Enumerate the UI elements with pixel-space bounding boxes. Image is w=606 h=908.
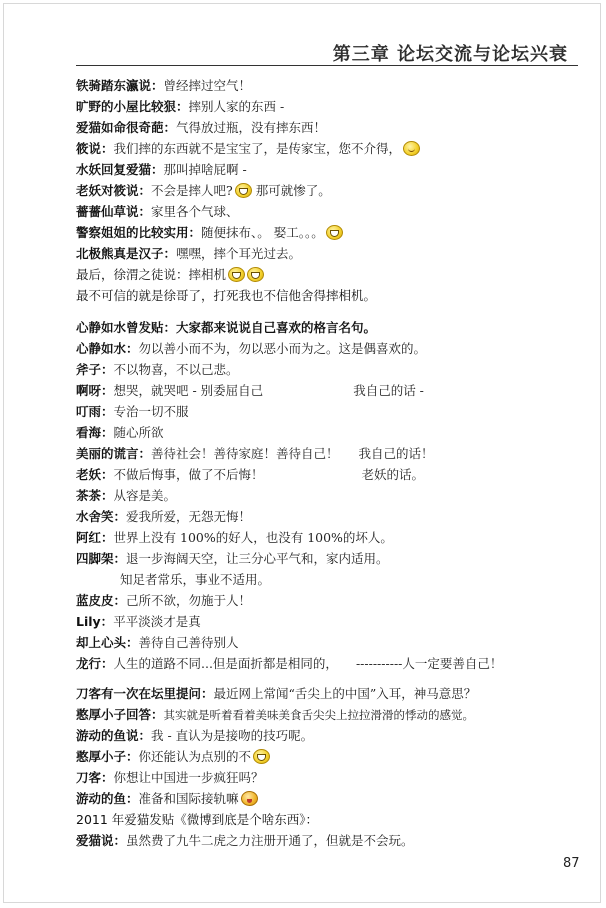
- speaker: 旷野的小屋比较狠：: [76, 99, 189, 114]
- post-text: 我自己的话 -: [353, 383, 424, 398]
- post-line: [76, 265, 264, 285]
- post-line: [76, 181, 331, 201]
- post-text: 你想让中国进一步疯狂吗？: [113, 770, 264, 785]
- speaker: 老妖：: [76, 467, 114, 482]
- speaker: 水舍笑：: [76, 509, 127, 524]
- post-line: [76, 160, 247, 180]
- speaker: 啊呀：: [76, 383, 114, 398]
- post-text: 专治一切不服: [113, 404, 189, 419]
- grin-smiley-icon: [235, 183, 252, 198]
- post-text: 不做后悔事，做了不后悔！: [113, 467, 264, 482]
- post-line: [76, 444, 434, 464]
- post-line: [76, 654, 502, 674]
- post-text: -----------人一定要善自己！: [355, 656, 503, 671]
- speaker: 最后，徐渭之徒说：: [76, 267, 189, 282]
- speaker: 四脚架：: [76, 551, 127, 566]
- speaker: 北极熊真是汉子：: [76, 246, 177, 261]
- speaker: 薔薔仙草说：: [76, 204, 152, 219]
- laugh-smiley-icon: [241, 791, 258, 806]
- grin-smiley-icon: [253, 749, 270, 764]
- post-line: [76, 118, 326, 138]
- thread-topic: 大家都来说说自己喜欢的格言名句。: [176, 320, 377, 335]
- speaker: 刀客有一次在坛里提问：: [76, 686, 214, 701]
- speaker: 警察姐姐的比较实用：: [76, 225, 202, 240]
- post-line: [76, 705, 474, 725]
- post-text: 平平淡淡才是真: [113, 614, 201, 629]
- post-text: 人生的道路不同...但是面折都是相同的，: [113, 656, 338, 671]
- speaker: 筱说：: [76, 141, 114, 156]
- speaker: 茶茶：: [76, 488, 114, 503]
- speaker: 游动的鱼：: [76, 791, 139, 806]
- speaker: 蓝皮皮：: [76, 593, 127, 608]
- header-rule: [76, 65, 578, 66]
- post-text: 家里各个气球、: [151, 204, 239, 219]
- post-line: [76, 402, 189, 422]
- speaker: 老妖对筱说：: [76, 183, 152, 198]
- page-number: 87: [563, 856, 580, 871]
- post-line: [76, 549, 389, 569]
- post-text: 知足者常乐，事业不适用。: [120, 572, 271, 587]
- post-line: [76, 202, 239, 222]
- speaker: 憨厚小子：: [76, 749, 139, 764]
- post-text: 我自己的话！: [358, 446, 434, 461]
- post-text: 虽然费了九牛二虎之力注册开通了，但就是不会玩。: [126, 833, 414, 848]
- speaker: 龙行：: [76, 656, 114, 671]
- speaker: 爱猫如命很奇葩：: [76, 120, 177, 135]
- post-line: [76, 528, 393, 548]
- post-text: 不会是摔人吧?: [151, 183, 233, 198]
- post-text: 世界上没有 100%的好人，也没有 100%的坏人。: [113, 530, 393, 545]
- speaker: 憨厚小子回答：: [76, 707, 164, 722]
- post-text: 最近网上常闻“舌尖上的中国”入耳，神马意思？: [213, 686, 477, 701]
- speaker: 却上心头：: [76, 635, 139, 650]
- post-text: 其实就是听着看着美味美食舌尖尖上拉拉滑滑的悸动的感觉。: [163, 708, 475, 722]
- speaker: 游动的鱼说：: [76, 728, 152, 743]
- post-text: 勿以善小而不为，勿以恶小而为之。这是偶喜欢的。: [138, 341, 427, 356]
- post-text: 嘿嘿，摔个耳光过去。: [176, 246, 302, 261]
- speaker: 铁骑踏东瀛说：: [76, 78, 164, 93]
- narration-text: 最不可信的就是徐哥了，打死我也不信他舍得摔相机。: [76, 288, 377, 303]
- wink-smiley-icon: [403, 141, 420, 156]
- post-text: 摔相机: [188, 267, 227, 282]
- speaker: 看海：: [76, 425, 114, 440]
- speaker: 阿红：: [76, 530, 114, 545]
- post-text: 你还能认为点别的不: [138, 749, 252, 764]
- post-text: 我们摔的东西就不是宝宝了，是传家宝，您不介得，: [113, 141, 402, 156]
- post-line: [76, 139, 420, 159]
- post-line: [76, 633, 239, 653]
- post-line: [76, 339, 426, 359]
- post-line: [76, 831, 414, 851]
- post-line: [76, 465, 424, 485]
- post-line: [76, 789, 258, 809]
- post-line: [76, 768, 264, 788]
- post-text: 善待社会！善待家庭！善待自己！: [151, 446, 339, 461]
- thread-intro: [76, 810, 318, 830]
- post-text: 曾经摔过空气！: [163, 78, 252, 93]
- speaker: 水妖回复爱猫：: [76, 162, 164, 177]
- post-text: 退一步海阔天空，让三分心平气和，家内适用。: [126, 551, 389, 566]
- post-text: 想哭，就哭吧 - 别委屈自己: [113, 383, 264, 398]
- post-line: [76, 223, 343, 243]
- post-line: [76, 381, 424, 401]
- post-line: [76, 76, 251, 96]
- post-text: 己所不欲，勿施于人！: [126, 593, 252, 608]
- post-line: [76, 507, 251, 527]
- post-line: [76, 360, 239, 380]
- post-text: 摔别人家的东西 -: [188, 99, 285, 114]
- speaker: 心静如水曾发贴：: [76, 320, 177, 335]
- post-line: [76, 97, 284, 117]
- post-text: 老妖的话。: [361, 467, 425, 482]
- post-text: 气得放过瓶，没有摔东西！: [176, 120, 327, 135]
- post-line: [76, 726, 313, 746]
- speaker: 叮雨：: [76, 404, 114, 419]
- post-text: 善待自己善待别人: [138, 635, 239, 650]
- post-text: 随便抹布、。 娶工。。。: [201, 225, 324, 240]
- speaker: 刀客：: [76, 770, 114, 785]
- post-line: [76, 244, 301, 264]
- speaker: 斧子：: [76, 362, 114, 377]
- thread-intro: [76, 684, 476, 704]
- speaker: 心静如水：: [76, 341, 139, 356]
- post-text: 我 - 直认为是接吻的技巧呢。: [151, 728, 314, 743]
- post-text: 从容是美。: [113, 488, 177, 503]
- post-continuation: [120, 570, 270, 590]
- speaker: 美丽的谎言：: [76, 446, 152, 461]
- post-line: [76, 591, 251, 611]
- thread-intro: [76, 318, 376, 338]
- grin-smiley-icon: [326, 225, 343, 240]
- narration-line: [76, 286, 376, 306]
- post-text: 不以物喜，不以己悲。: [113, 362, 239, 377]
- thread-topic: 2011 年爱猫发贴《微博到底是个啥东西》：: [76, 812, 319, 827]
- grin-smiley-icon: [247, 267, 264, 282]
- post-text: 爱我所爱，无怨无悔！: [126, 509, 252, 524]
- post-text: 随心所欲: [113, 425, 164, 440]
- chapter-header: 第三章 论坛交流与论坛兴衰: [332, 44, 568, 65]
- grin-smiley-icon: [228, 267, 245, 282]
- post-text: 准备和国际接轨嘛: [138, 791, 239, 806]
- post-text: 那叫掉啥屁啊 -: [163, 162, 247, 177]
- post-text: 那可就惨了。: [255, 183, 331, 198]
- post-line: [76, 612, 201, 632]
- post-line: [76, 486, 176, 506]
- post-line: [76, 747, 270, 767]
- post-line: [76, 423, 164, 443]
- speaker: 爱猫说：: [76, 833, 127, 848]
- speaker: Lily：: [76, 614, 114, 629]
